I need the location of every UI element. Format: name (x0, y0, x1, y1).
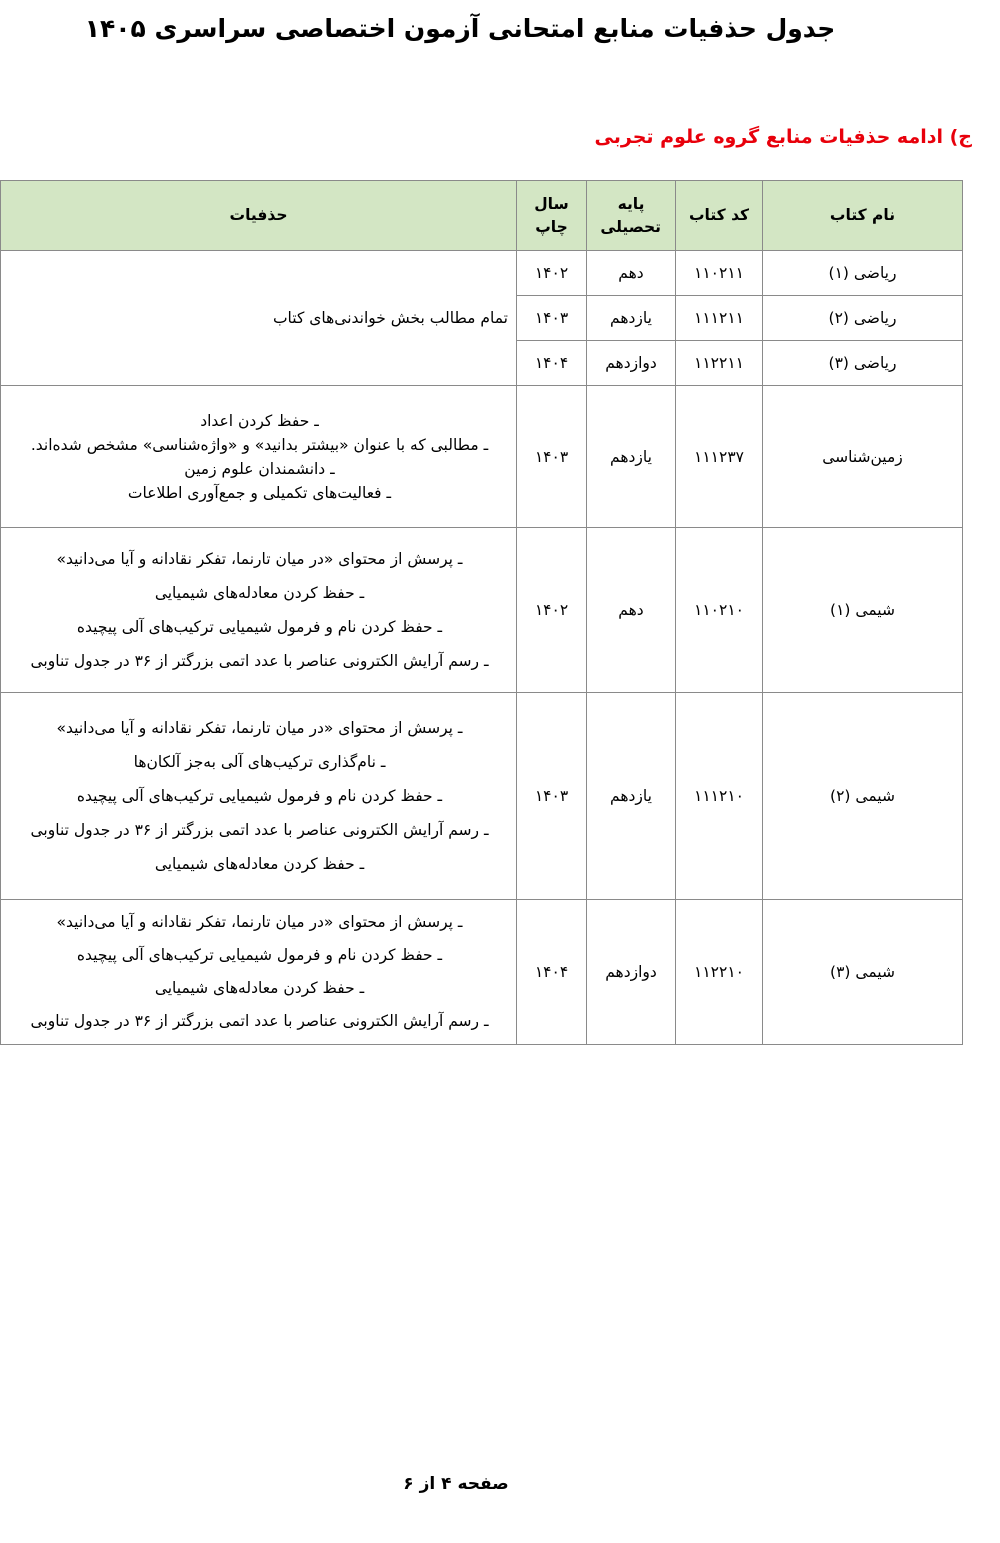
deletion-item: ـ پرسش از محتوای «در میان تارنما، تفکر نقادانه و آیا می‌دانید» (56, 913, 463, 931)
grade-cell: دوازدهم (587, 900, 676, 1045)
year-cell: ۱۴۰۳ (517, 693, 587, 900)
deletion-item: ـ پرسش از محتوای «در میان تارنما، تفکر نقادانه و آیا می‌دانید» (56, 550, 463, 568)
header-book-name: نام کتاب (763, 181, 963, 251)
book-name-cell: ریاضی (۳) (763, 341, 963, 386)
deletions-table (0, 180, 963, 1045)
grade-cell: یازدهم (587, 693, 676, 900)
header-grade: پایه تحصیلی (587, 181, 676, 251)
deletion-item: ـ دانشمندان علوم زمین (184, 459, 335, 478)
year-cell: ۱۴۰۳ (517, 386, 587, 528)
table-row (1, 693, 963, 900)
grade-cell: یازدهم (587, 386, 676, 528)
grade-cell: دهم (587, 528, 676, 693)
deletion-item: ـ پرسش از محتوای «در میان تارنما، تفکر نقادانه و آیا می‌دانید» (56, 719, 463, 737)
book-name-cell: شیمی (۲) (763, 693, 963, 900)
deletion-item: ـ حفظ کردن نام و فرمول شیمیایی ترکیب‌های آلی پیچیده (76, 618, 443, 636)
deletion-item: ـ نام‌گذاری ترکیب‌های آلی به‌جز آلکان‌ها (133, 753, 386, 771)
book-code-cell: ۱۱۲۲۱۰ (676, 900, 763, 1045)
book-code-cell: ۱۱۰۲۱۰ (676, 528, 763, 693)
book-code-cell: ۱۱۰۲۱۱ (676, 251, 763, 296)
book-name-cell: شیمی (۳) (763, 900, 963, 1045)
deletion-item: ـ رسم آرایش الکترونی عناصر با عدد اتمی بزرگتر از ۳۶ در جدول تناوبی (30, 821, 489, 839)
deletion-item: ـ حفظ کردن اعداد (200, 411, 319, 430)
book-code-cell: ۱۱۱۲۳۷ (676, 386, 763, 528)
grade-cell: دهم (587, 251, 676, 296)
deletion-item: ـ حفظ کردن نام و فرمول شیمیایی ترکیب‌های آلی پیچیده (76, 946, 443, 964)
deletions-cell (1, 386, 517, 528)
book-code-cell: ۱۱۱۲۱۱ (676, 296, 763, 341)
section-title: ج) ادامه حذفیات منابع گروه علوم تجربی (594, 126, 972, 148)
page-title: جدول حذفیات منابع امتحانی آزمون اختصاصی سراسری ۱۴۰۵ (84, 14, 836, 43)
book-code-cell: ۱۱۱۲۱۰ (676, 693, 763, 900)
deletion-item: ـ رسم آرایش الکترونی عناصر با عدد اتمی بزرگتر از ۳۶ در جدول تناوبی (30, 1012, 489, 1030)
book-name-cell: زمین‌شناسی (763, 386, 963, 528)
deletion-item: ـ رسم آرایش الکترونی عناصر با عدد اتمی بزرگتر از ۳۶ در جدول تناوبی (30, 652, 489, 670)
deletion-item: ـ حفظ کردن معادله‌های شیمیایی (154, 855, 365, 873)
table-row (1, 900, 963, 1045)
deletions-cell (1, 693, 517, 900)
table-row (1, 386, 963, 528)
grade-cell: یازدهم (587, 296, 676, 341)
book-name-cell: شیمی (۱) (763, 528, 963, 693)
book-name-cell: ریاضی (۱) (763, 251, 963, 296)
table-header-row (1, 181, 963, 251)
deletion-item: ـ حفظ کردن معادله‌های شیمیایی (154, 979, 365, 997)
deletion-item: ـ فعالیت‌های تکمیلی و جمع‌آوری اطلاعات (127, 483, 392, 502)
header-book-code: کد کتاب (676, 181, 763, 251)
header-deletions: حذفیات (1, 181, 517, 251)
deletion-item: ـ حفظ کردن نام و فرمول شیمیایی ترکیب‌های آلی پیچیده (76, 787, 443, 805)
year-cell: ۱۴۰۴ (517, 341, 587, 386)
grade-cell: دوازدهم (587, 341, 676, 386)
deletions-cell (1, 251, 517, 386)
page-number: صفحه ۴ از ۶ (403, 1474, 509, 1494)
header-print-year: سال چاپ (517, 181, 587, 251)
year-cell: ۱۴۰۳ (517, 296, 587, 341)
table-row (1, 528, 963, 693)
deletion-item: ـ حفظ کردن معادله‌های شیمیایی (154, 584, 365, 602)
deletion-item: ـ مطالبی که با عنوان «بیشتر بدانید» و «واژه‌شناسی» مشخص شده‌اند. (30, 435, 489, 454)
deletions-cell (1, 900, 517, 1045)
book-name-cell: ریاضی (۲) (763, 296, 963, 341)
book-code-cell: ۱۱۲۲۱۱ (676, 341, 763, 386)
deletion-item: تمام مطالب بخش خواندنی‌های کتاب (272, 309, 508, 327)
deletions-cell (1, 528, 517, 693)
table-row (1, 251, 963, 296)
year-cell: ۱۴۰۲ (517, 251, 587, 296)
year-cell: ۱۴۰۴ (517, 900, 587, 1045)
year-cell: ۱۴۰۲ (517, 528, 587, 693)
